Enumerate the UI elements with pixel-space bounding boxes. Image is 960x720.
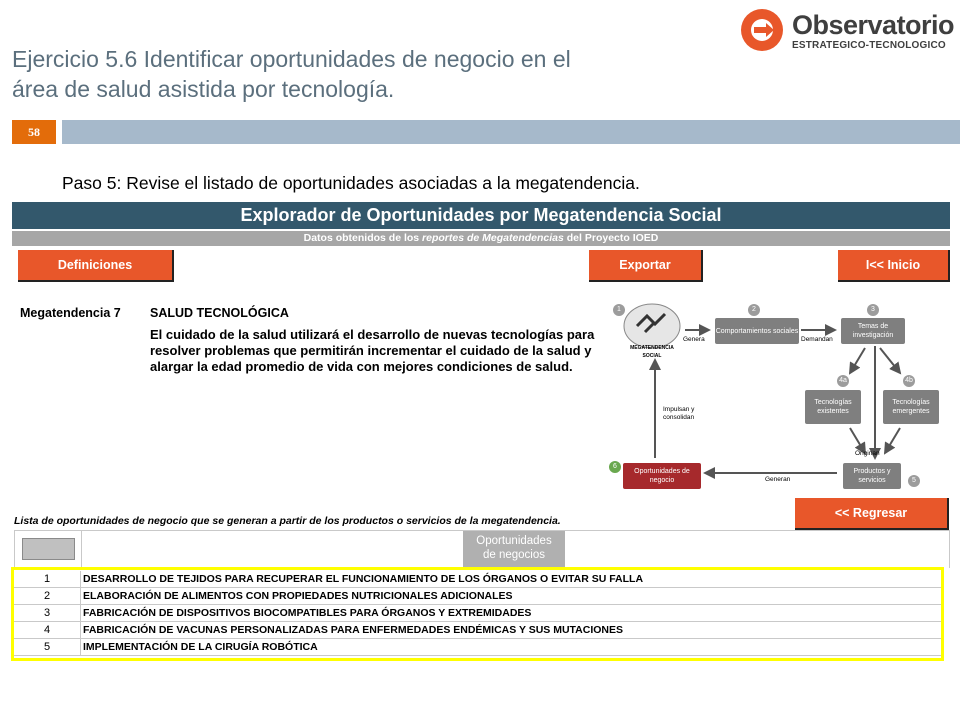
megatrend-name: SALUD TECNOLÓGICA (150, 306, 289, 320)
row-number: 4 (14, 622, 81, 638)
edge-genera: Genera (683, 336, 705, 343)
megatrend-description: El cuidado de la salud utilizará el desarrollo de nuevas tecnologías para resolver problemas que permitirán incrementar el cuidado de la salud y alargar la edad promedio de vida con mejores condiciones de salud. (150, 327, 595, 374)
row-number: 2 (14, 588, 81, 604)
inicio-button[interactable]: I<< Inicio (838, 250, 950, 282)
explorer-title: Explorador de Oportunidades por Megatendencia Social (12, 202, 950, 229)
subtitle-prefix: Datos obtenidos de los (303, 232, 423, 244)
table-row[interactable] (14, 588, 942, 605)
subtitle-suffix: del Proyecto IOED (563, 232, 659, 244)
megatrend-label: Megatendencia 7 (20, 306, 121, 320)
list-caption: Lista de oportunidades de negocio que se generan a partir de los productos o servicios de la megatendencia. (14, 515, 561, 527)
row-text: DESARROLLO DE TEJIDOS PARA RECUPERAR EL FUNCIONAMIENTO DE LOS ÓRGANOS O EVITAR SU FALLA (83, 573, 644, 585)
edge-demandan: Demandan (801, 336, 833, 343)
exportar-button[interactable]: Exportar (589, 250, 703, 282)
row-text: IMPLEMENTACIÓN DE LA CIRUGÍA ROBÓTICA (83, 641, 318, 653)
table-gray-button[interactable] (22, 538, 75, 560)
diagram-megatrend-label: MEGATENDENCIA SOCIAL (630, 345, 674, 359)
header-divider-bar (62, 120, 960, 144)
page-number: 58 (28, 125, 40, 139)
header-column-separator (81, 530, 82, 567)
table-row[interactable] (14, 622, 942, 639)
edge-impulsan: Impulsan y consolidan (663, 406, 695, 421)
logo-main-text: Observatorio (792, 10, 955, 40)
node-comportamientos: Comportamientos sociales (715, 318, 799, 344)
definiciones-button[interactable]: Definiciones (18, 250, 174, 282)
diagram-number-4b: 4b (903, 375, 915, 387)
table-row[interactable] (14, 571, 942, 588)
regresar-button[interactable]: << Regresar (795, 498, 949, 530)
opportunities-column-header (463, 531, 565, 567)
observatorio-logo (740, 8, 955, 54)
column-header-line2: de negocios (482, 549, 546, 561)
megatrend-diagram (605, 298, 940, 498)
diagram-number-5: 5 (908, 475, 920, 487)
logo-sub-text: ESTRATEGICO-TECNOLOGICO (792, 40, 946, 51)
row-number: 1 (14, 571, 81, 587)
table-row[interactable] (14, 639, 942, 656)
diagram-number-6: 6 (609, 461, 621, 473)
node-temas: Temas de investigación (841, 318, 905, 344)
diagram-number-4a: 4a (837, 375, 849, 387)
row-number: 3 (14, 605, 81, 621)
column-header-line1: Oportunidades (476, 535, 552, 547)
edge-generan: Generan (765, 476, 791, 483)
slide-title (12, 44, 712, 104)
table-row[interactable] (14, 605, 942, 622)
row-text: FABRICACIÓN DE VACUNAS PERSONALIZADAS PARA ENFERMEDADES ENDÉMICAS Y SUS MUTACIONES (83, 624, 624, 636)
opportunities-list (14, 571, 942, 656)
row-text: ELABORACIÓN DE ALIMENTOS CON PROPIEDADES NUTRICIONALES ADICIONALES (83, 590, 513, 602)
diagram-number-2: 2 (748, 304, 760, 316)
diagram-number-1: 1 (613, 304, 625, 316)
row-number: 5 (14, 639, 81, 655)
row-text: FABRICACIÓN DE DISPOSITIVOS BIOCOMPATIBLES PARA ÓRGANOS Y EXTREMIDADES (83, 607, 532, 619)
node-oportunidades: Oportunidades de negocio (623, 463, 701, 489)
step-instruction: Paso 5: Revise el listado de oportunidades asociadas a la megatendencia. (62, 173, 640, 193)
logo-circle-icon (740, 8, 784, 52)
node-productos: Productos y servicios (843, 463, 901, 489)
page-number-badge (12, 120, 56, 144)
node-existentes: Tecnologías existentes (805, 390, 861, 424)
diagram-number-3: 3 (867, 304, 879, 316)
edge-originan: Originan (855, 450, 880, 457)
subtitle-italic: reportes de Megatendencias (422, 232, 564, 244)
node-emergentes: Tecnologías emergentes (883, 390, 939, 424)
slide-title-line2: área de salud asistida por tecnología. (12, 76, 395, 102)
slide-title-line1: Ejercicio 5.6 Identificar oportunidades de negocio en el (12, 46, 571, 72)
explorer-subtitle (12, 231, 950, 246)
